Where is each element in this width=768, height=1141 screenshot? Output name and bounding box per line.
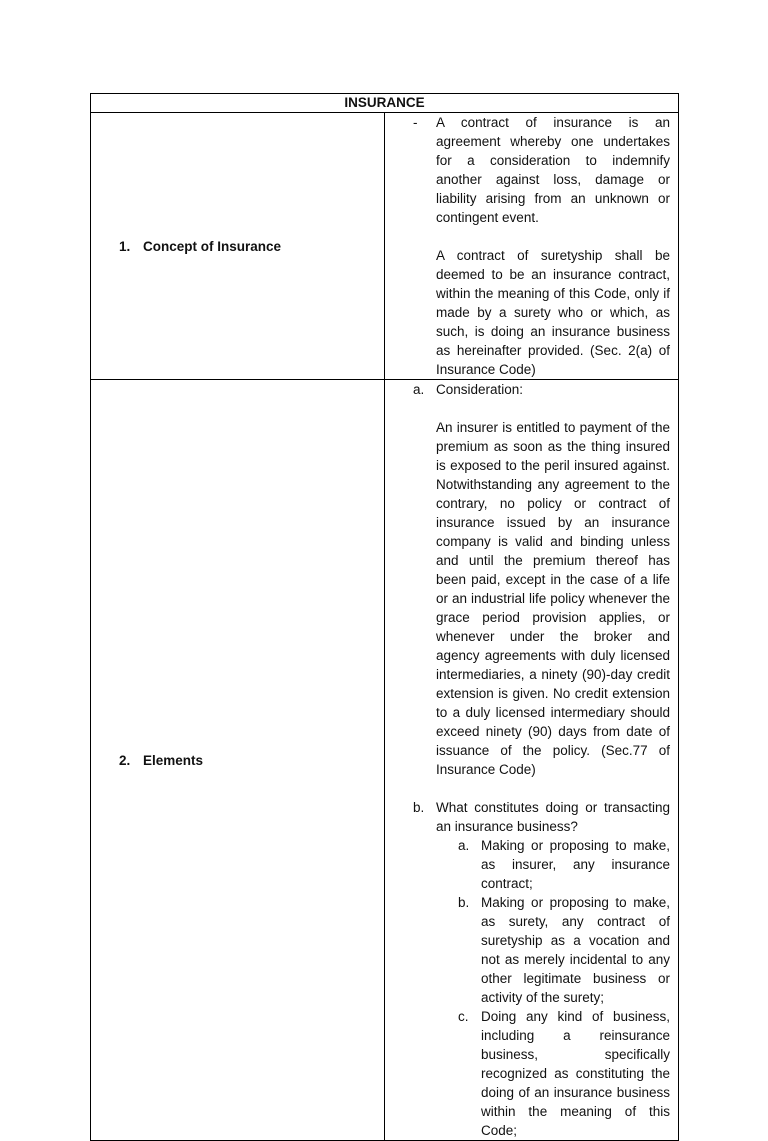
list-item (385, 113, 670, 227)
paragraph: A contract of suretyship shall be deemed to be an insurance contract, within the meaning of this Code, only if made by a surety who or which, as such, is doing an insurance business as hereinafter provided. (Sec. 2(a) of Insurance Code) (436, 248, 670, 377)
content-block (385, 380, 678, 1140)
topic-cell (91, 380, 385, 1141)
content-block (385, 113, 678, 379)
paragraph: A contract of insurance is an agreement whereby one undertakes for a consideration to indemnify another against loss, damage or liability arising from an unknown or contingent event. (436, 115, 670, 225)
table-row (91, 380, 679, 1141)
sub-list-item (385, 1007, 670, 1140)
sub-list-item (385, 836, 670, 893)
topic-label (91, 239, 384, 254)
table-title: INSURANCE (91, 94, 679, 113)
sub-list-item (385, 893, 670, 1007)
dash-marker: - (413, 115, 418, 130)
insurance-table (90, 93, 679, 1141)
table-row (91, 113, 679, 380)
sub-item-text: Doing any kind of business, including a reinsurance business, specifically recognized as constituting the doing of an insurance business within the meaning of this Code; (481, 1009, 670, 1138)
table-title-row (91, 94, 679, 113)
topic-number: 1. (119, 238, 131, 254)
sub-item-marker: b. (458, 895, 470, 910)
topic-label (91, 753, 384, 768)
list-item (385, 798, 670, 836)
item-marker: a. (413, 382, 425, 397)
list-item (385, 380, 670, 399)
topic-number: 2. (119, 752, 131, 768)
sub-item-marker: a. (458, 838, 470, 853)
item-heading: Consideration: (436, 382, 524, 397)
sub-item-text: Making or proposing to make, as insurer, any insurance contract; (481, 838, 670, 891)
content-cell (385, 113, 679, 380)
topic-title: Concept of Insurance (143, 238, 282, 254)
item-marker: b. (413, 800, 425, 815)
sub-item-text: Making or proposing to make, as surety, any contract of suretyship as a vocation and not as merely incidental to any other legitimate business or activity of the surety; (481, 895, 670, 1005)
topic-title: Elements (143, 752, 204, 768)
topic-cell (91, 113, 385, 380)
content-cell (385, 380, 679, 1141)
item-heading: What constitutes doing or transacting an insurance business? (436, 800, 670, 834)
sub-item-marker: c. (458, 1009, 469, 1024)
paragraph: An insurer is entitled to payment of the premium as soon as the thing insured is exposed to the peril insured against. Notwithstanding any agreement to the contrary, no policy or contract of insurance issued by an insurance company is valid and binding unless and until the premium thereof has been paid, except in the case of a life or an industrial life policy whenever the grace period provision applies, or whenever under the broker and agency agreements with duly licensed intermediaries, a ninety (90)-day credit extension is given. No credit extension to a duly licensed intermediary should exceed ninety (90) days from date of issuance of the policy. (Sec.77 of Insurance Code) (436, 420, 670, 777)
